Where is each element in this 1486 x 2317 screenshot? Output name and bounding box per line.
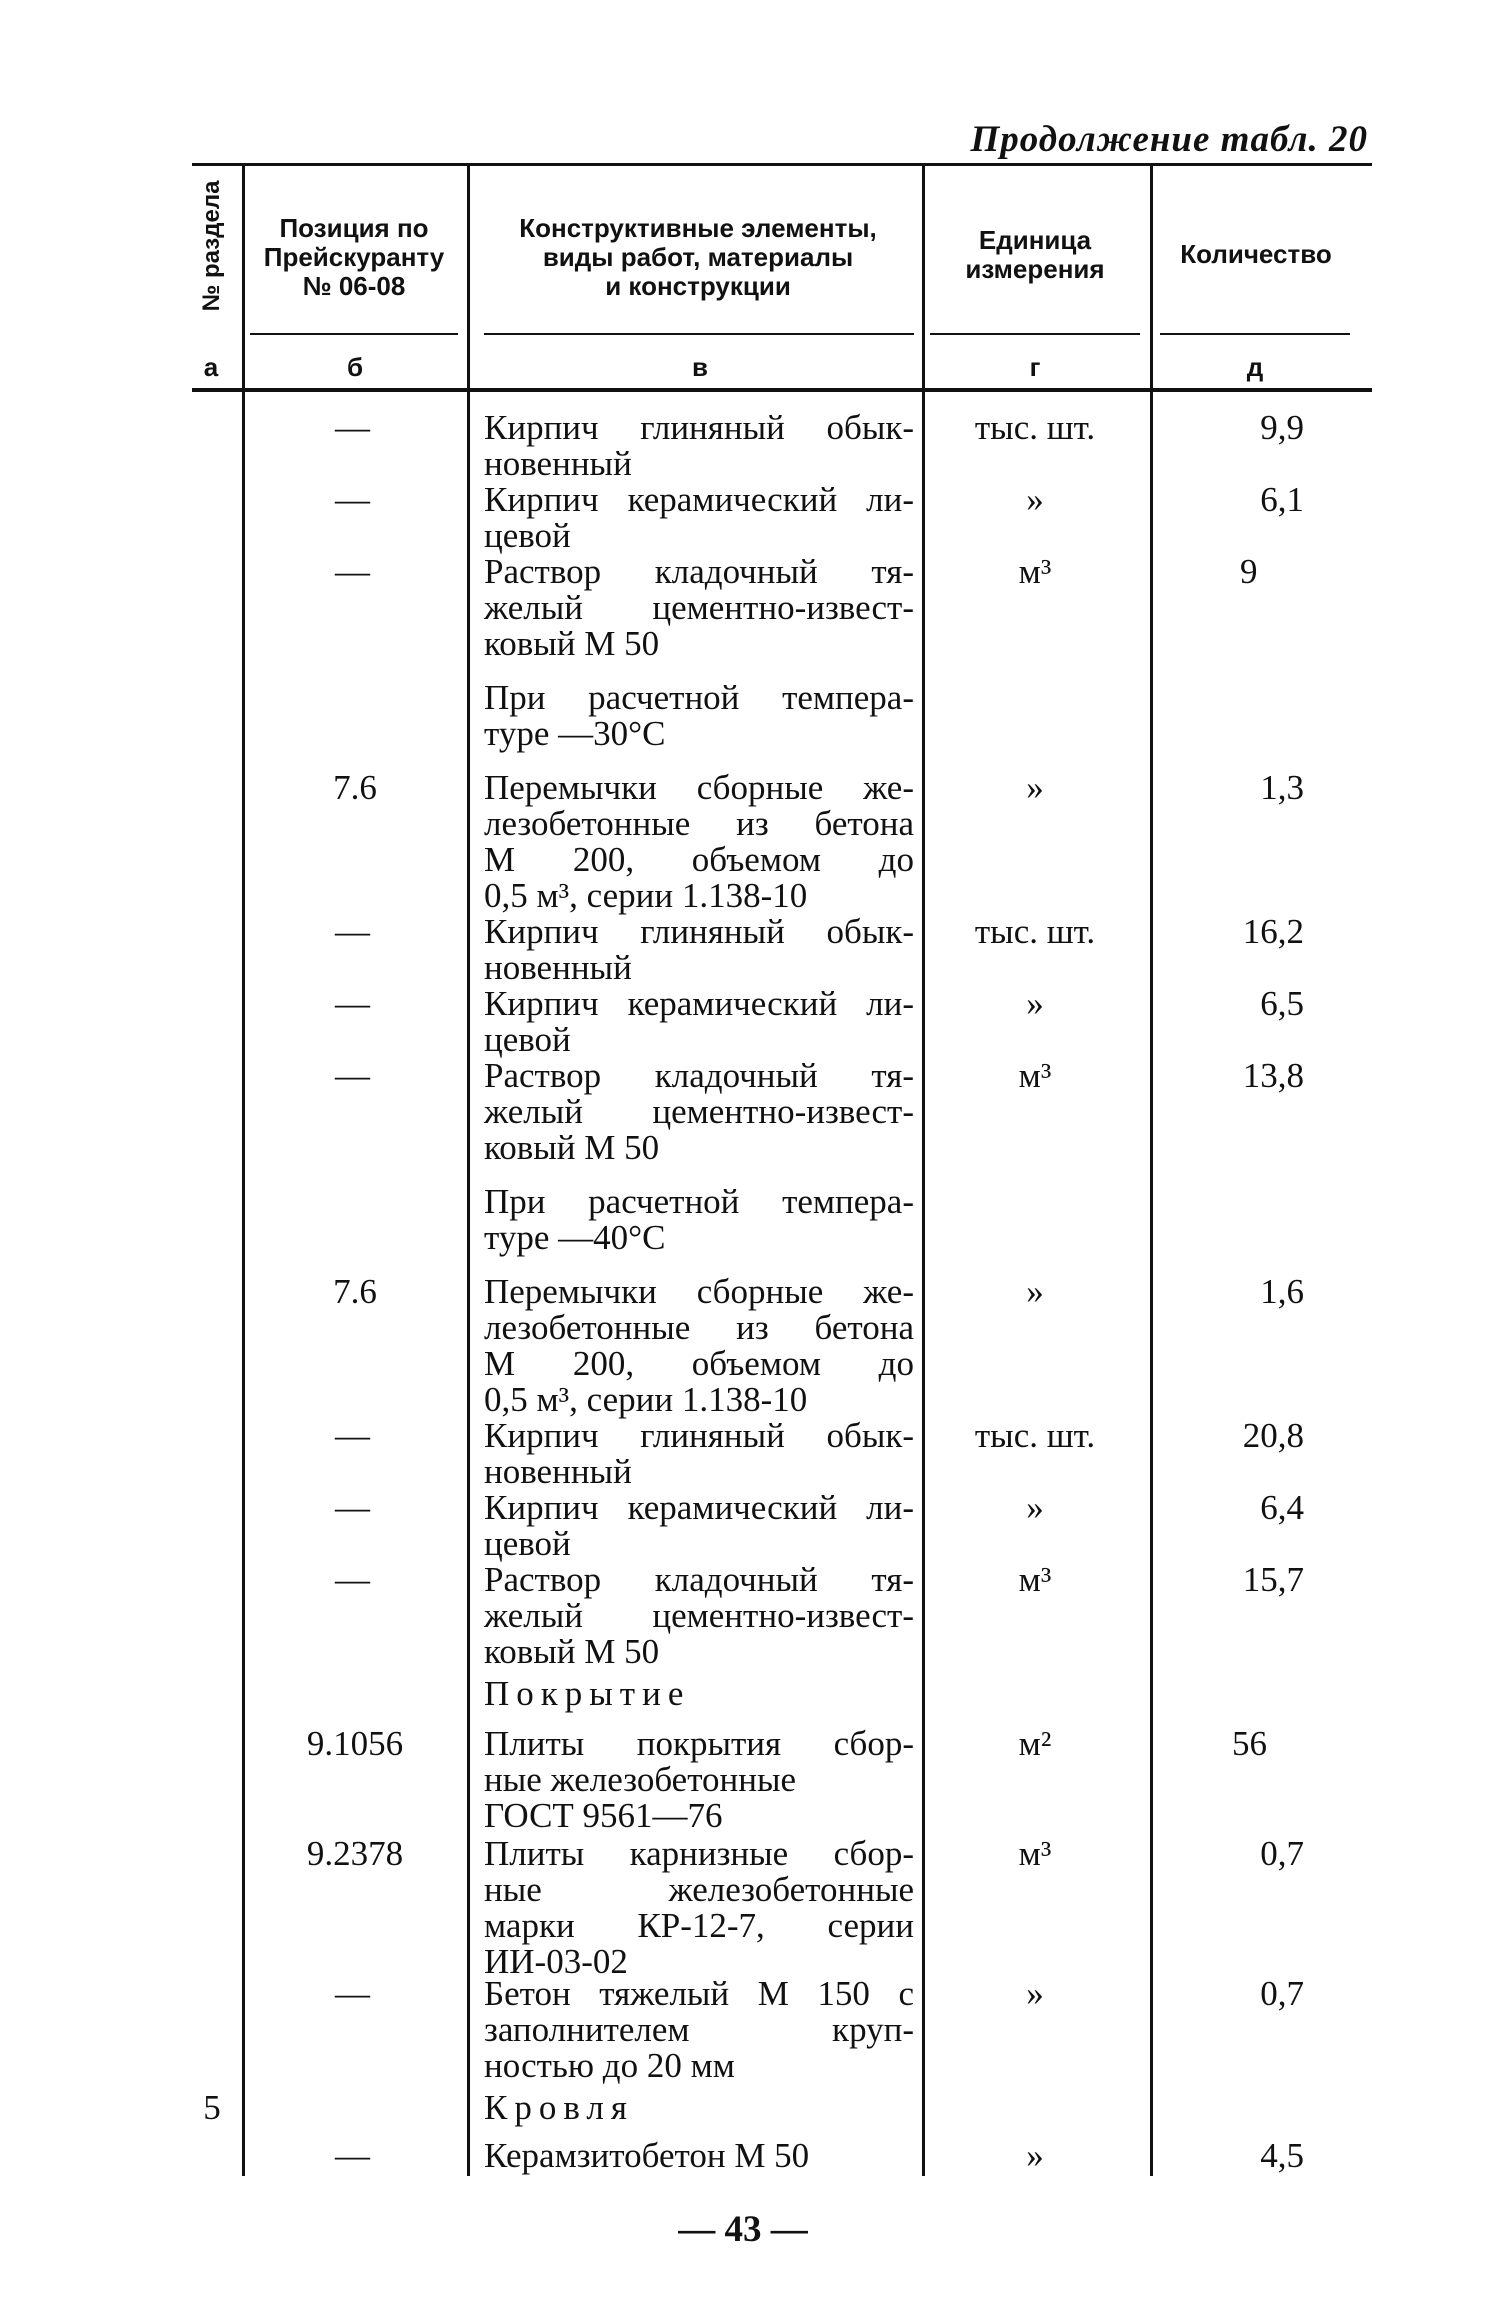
column-divider-g: [1150, 166, 1153, 2176]
table-top-rule: [192, 163, 1372, 166]
header-elements: Конструктивные элементы, виды работ, материалы и конструкции: [519, 213, 877, 301]
letter-b: б: [346, 352, 364, 382]
letters-bottom-rule: [192, 388, 1372, 392]
letter-d: д: [1246, 352, 1264, 382]
header-underline-d: [1160, 333, 1350, 335]
column-divider-b: [467, 166, 470, 2176]
section-number: 5: [203, 2088, 221, 2127]
header-underline-v: [484, 333, 914, 335]
page-number: — 43 —: [678, 2209, 808, 2250]
table-continuation-caption: Продолжение табл. 20: [970, 119, 1368, 160]
letter-v: в: [692, 352, 708, 382]
section-heading-roofing: Кровля: [484, 2088, 634, 2127]
column-divider-v: [922, 166, 925, 2176]
letter-a: а: [203, 352, 219, 382]
header-underline-g: [930, 333, 1140, 335]
header-unit: Единица измерения: [965, 225, 1105, 284]
letter-g: г: [1029, 352, 1041, 382]
header-underline-b: [250, 333, 458, 335]
header-position: Позиция по Прейскуранту № 06-08: [263, 213, 445, 301]
column-divider-a: [242, 166, 245, 2176]
header-section-number: № раздела: [198, 180, 225, 312]
header-quantity: Количество: [1180, 239, 1332, 269]
section-heading-covering: Покрытие: [484, 1674, 691, 1713]
document-page: Продолжение табл. 20 № раздела Позиция по Прейскуранту № 06-08 Конструктивные элементы, виды работ, материалы и конструкции Единица измерения Количество а б в г д — Кирпич глиняный обык- новенный тыс. шт. 9,9 — Кирпич керамический ли- цевой » 6,1 — Раствор кладочный тя- желый цементно-извест- ковый М 50 м³ 9 При расчетной темпера- туре —30°С 7.6 Перемычки сборные же- лезобетонные из бетона М 200, объемом до 0,5 м³, серии 1.138-10 » 1,3 — Кирпич глиняный обык- новенный тыс. шт. 16,2 — Кирпич керамический ли- цевой » 6,5 — Раствор кладочный тя- желый цементно-извест- ковый М 50 м³ 13,8 При расчетной темпера- туре —40°С 7.6 Перемычки сборные же- лезобетонные из бетона М 200, объемом до 0,5 м³, серии 1.138-10 » 1,6 — Кирпич глиняный обык- новенный тыс. шт. 20,8 — Кирпич керамический ли- цевой » 6,4 — Раствор кладочный тя- желый цементно-извест- ковый М 50 м³ 15,7 Покрытие 9.1056 Плиты покрытия сбор- ные железобетонные ГОСТ 9561—76 м² 56 9.2378 Плиты карнизные сбор- ные железобетонные марки КР-12-7, серии ИИ-03-02 м³ 0,7 — Бетон тяжелый М 150 с заполнителем круп- ностью до 20 мм » 0,7 5 Кровля — Керамзитобетон М 50 » 4,5 — 43 —: [0, 0, 1486, 2317]
